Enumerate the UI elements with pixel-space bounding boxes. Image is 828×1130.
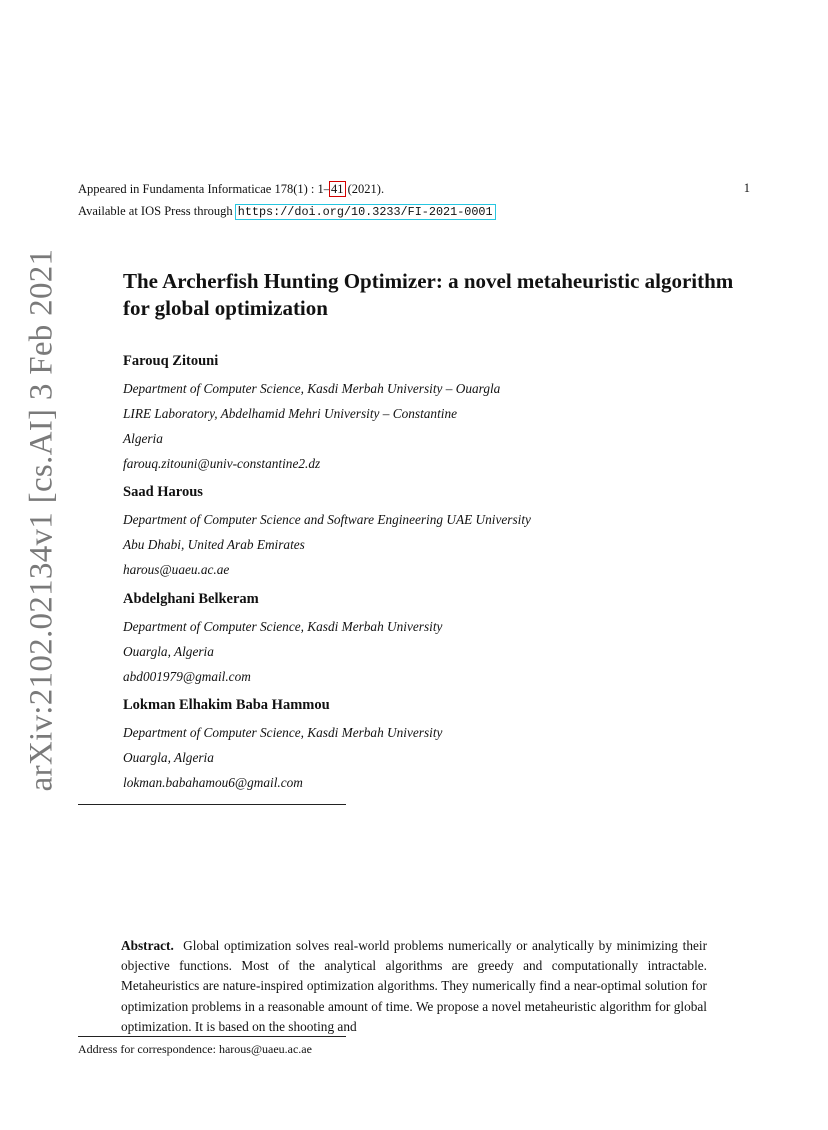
author-block: [123, 483, 763, 582]
author-affiliation: LIRE Laboratory, Abdelhamid Mehri University – Constantine: [123, 406, 458, 421]
author-country: Ouargla, Algeria: [123, 750, 214, 765]
author-block: [123, 590, 763, 689]
author-affiliation: Department of Computer Science, Kasdi Merbah University: [123, 725, 443, 740]
author-country: Ouargla, Algeria: [123, 644, 214, 659]
abstract-text: Global optimization solves real-world problems numerically or analytically by minimizing their objective functions. Most of the analytical algorithms are greedy and computationally intractable. Metaheuristics are nature-inspired optimization algorithms. They numerically find a near-optimal solution for optimization problems in a reasonable amount of time. We propose a novel metaheuristic algorithm for global optimization. It is based on the shooting and: [121, 938, 708, 1034]
author-name: Abdelghani Belkeram: [123, 591, 259, 607]
journal-line: [78, 181, 384, 197]
arxiv-side-stamp: arXiv:2102.02134v1 [cs.AI] 3 Feb 2021: [23, 248, 60, 792]
author-affiliation: Department of Computer Science, Kasdi Merbah University – Ouargla: [123, 381, 501, 396]
author-name: Saad Harous: [123, 484, 203, 500]
author-affiliation: Department of Computer Science and Software Engineering UAE University: [123, 512, 531, 527]
author-country: Abu Dhabi, United Arab Emirates: [123, 537, 305, 552]
page-number: 1: [743, 181, 750, 195]
author-block: [123, 696, 763, 795]
author-email[interactable]: lokman.babahamou6@gmail.com: [123, 775, 303, 790]
footnote-divider: [78, 1036, 346, 1037]
author-email[interactable]: farouq.zitouni@univ-constantine2.dz: [123, 456, 321, 471]
journal-text: Appeared in Fundamenta Informaticae 178(1) : 1–: [78, 182, 330, 196]
section-divider: [78, 804, 346, 805]
author-country: Algeria: [123, 431, 163, 446]
author-name: Farouq Zitouni: [123, 353, 219, 369]
journal-year: (2021).: [344, 182, 385, 196]
author-email[interactable]: harous@uaeu.ac.ae: [123, 562, 230, 577]
last-page-link[interactable]: 41: [331, 182, 344, 196]
author-block: [123, 352, 763, 476]
author-name: Lokman Elhakim Baba Hammou: [123, 697, 330, 713]
author-email[interactable]: abd001979@gmail.com: [123, 669, 251, 684]
abstract-heading: Abstract.: [121, 938, 174, 953]
author-affiliation: Department of Computer Science, Kasdi Merbah University: [123, 619, 443, 634]
availability-line: [78, 203, 495, 220]
doi-link[interactable]: https://doi.org/10.3233/FI-2021-0001: [237, 205, 493, 219]
footnote: Address for correspondence: harous@uaeu.ac.ae: [78, 1042, 312, 1056]
paper-title: The Archerfish Hunting Optimizer: a novel metaheuristic algorithm for global optimization: [123, 269, 734, 320]
abstract: [121, 936, 707, 1037]
availability-text: Available at IOS Press through: [78, 204, 236, 218]
